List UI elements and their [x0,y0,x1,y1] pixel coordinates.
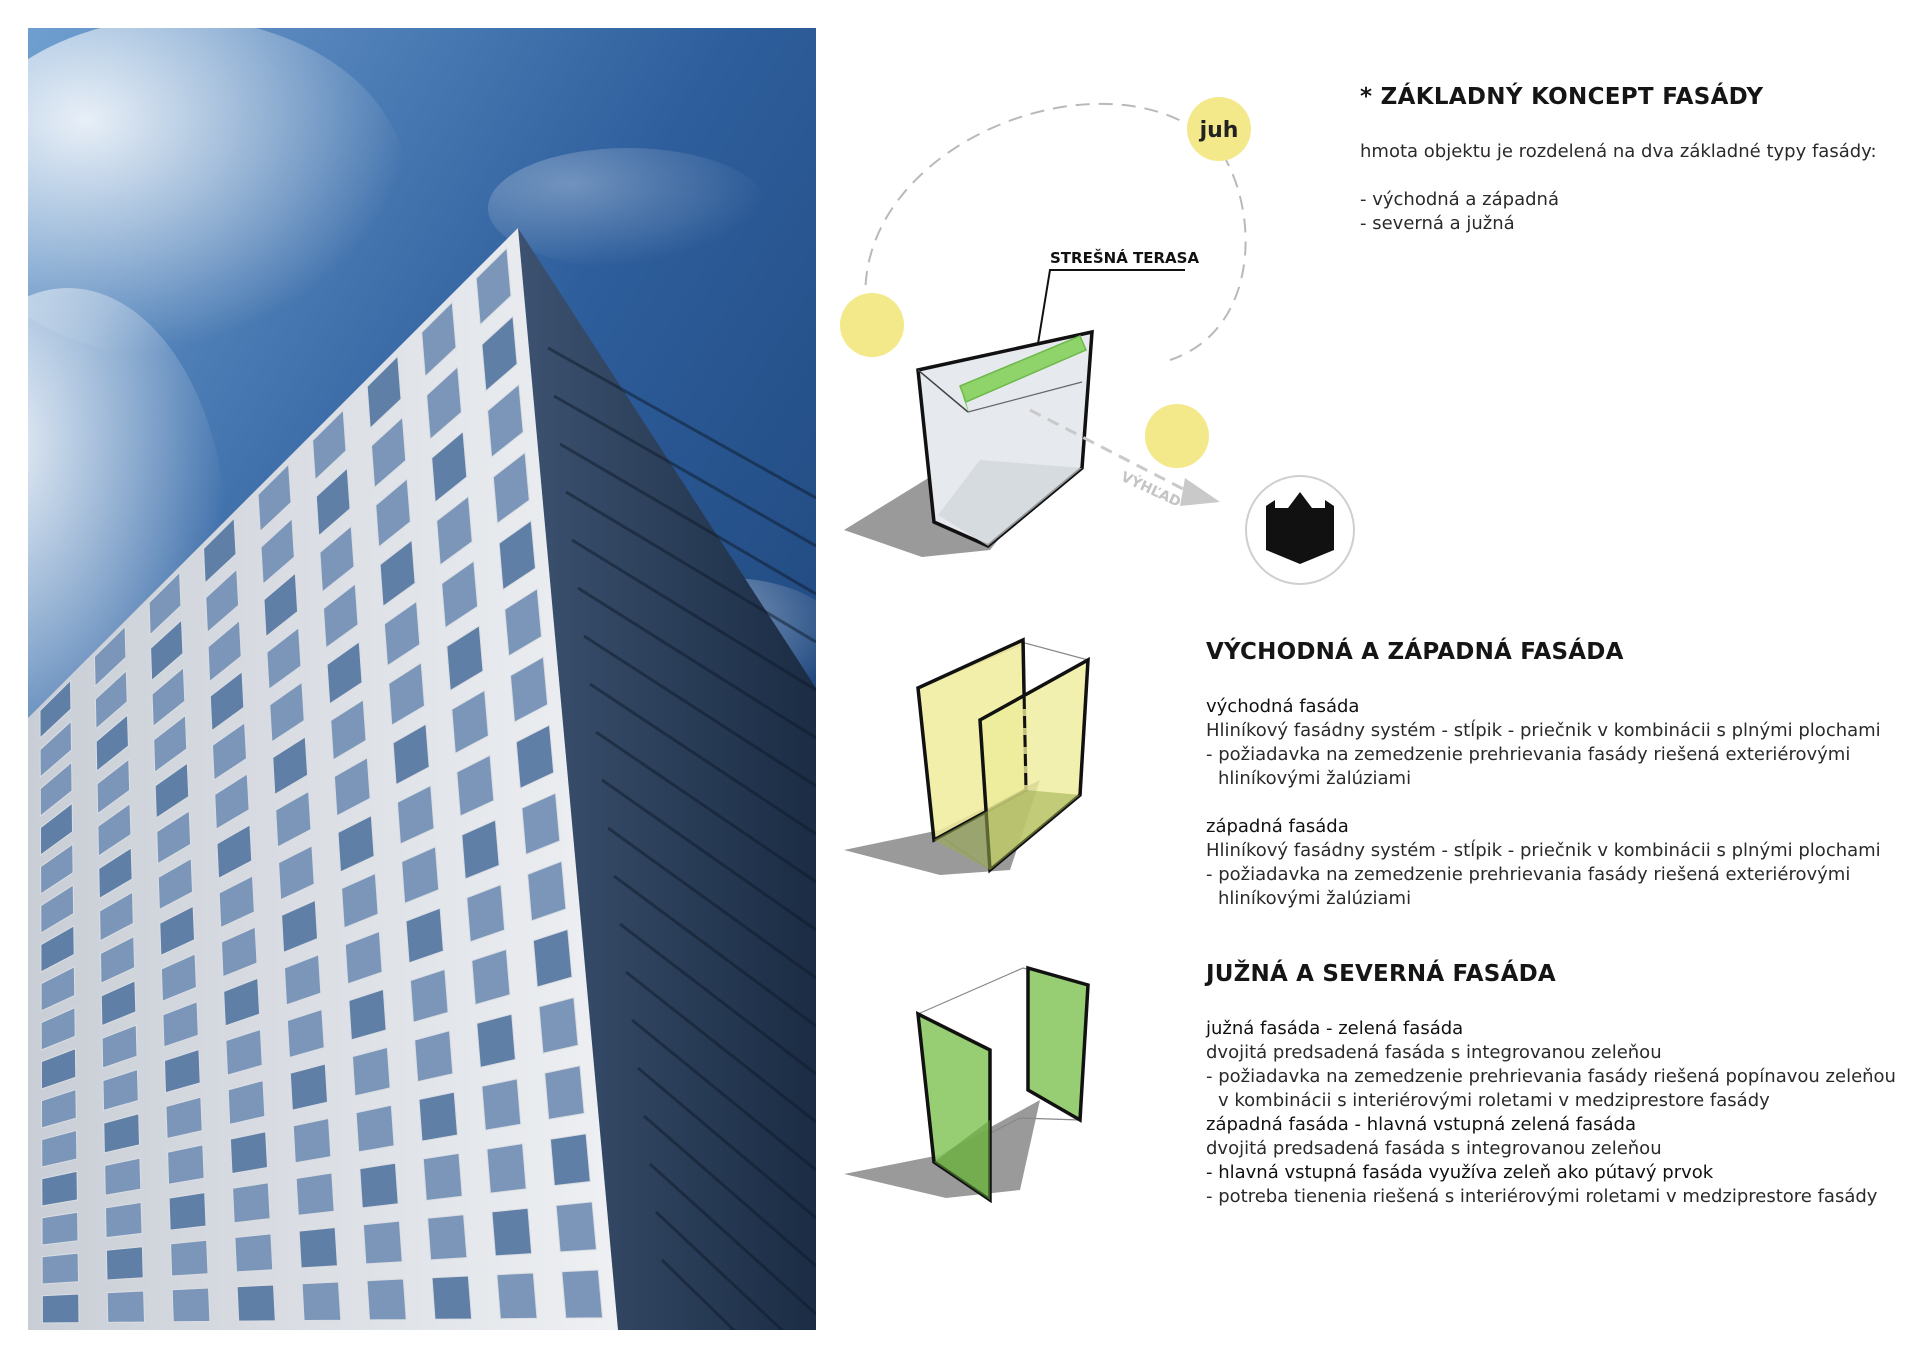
tower-window [550,1134,590,1186]
east-west-body [1206,695,1881,911]
north-facade-green-panel [1028,968,1088,1120]
tower-window [545,1066,585,1120]
tower-window [106,1202,143,1237]
tower-window [235,1234,273,1272]
south-north-line: dvojitá predsadená fasáda s integrovanou zeleňou [1206,1138,1662,1159]
tower-window [356,1105,394,1152]
tower-window [415,1031,453,1082]
east-facade-line: - požiadavka na zemedzenie prehrievania fasády riešená exteriérovými [1206,744,1851,765]
tower-window [487,1144,526,1194]
south-north-line: - hlavná vstupná fasáda využíva zeleň ako pútavý prvok [1206,1162,1714,1183]
south-north-line: južná fasáda - zelená fasáda [1206,1018,1464,1039]
roof-terrace-label: STREŠNÁ TERASA [1050,249,1200,267]
concept-item: - východná a západná [1360,189,1559,210]
tower-window [171,1240,208,1276]
tower-window [428,1215,467,1260]
tower-window [497,1273,537,1319]
tower-window [477,1014,516,1067]
sun-label: juh [1199,118,1239,143]
east-facade-heading: východná fasáda [1206,696,1360,717]
tower-window [42,1212,78,1245]
tower-window [168,1145,205,1184]
tower-window [539,998,578,1054]
tower-window [556,1202,596,1252]
tower-window [432,1276,472,1319]
east-facade-line: Hliníkový fasádny systém - stĺpik - priečnik v kombinácii s plnými plochami [1206,720,1881,741]
view-arrow-head [1180,478,1220,506]
tower-window [419,1092,458,1141]
south-north-line: - požiadavka na zemedzenie prehrievania fasády riešená popínavou zeleňou [1206,1066,1896,1087]
tower-window [360,1163,398,1208]
tower-window [302,1282,341,1321]
east-west-title: VÝCHODNÁ A ZÁPADNÁ FASÁDA [1206,639,1624,665]
concept-intro: hmota objektu je rozdelená na dva základné typy fasády: [1360,141,1877,162]
tower-window [237,1285,275,1321]
sun-west-icon [1145,404,1209,468]
south-north-line: - potreba tienenia riešená s interiérovými roletami v medziprestore fasády [1206,1186,1878,1207]
west-facade-line: - požiadavka na zemedzenie prehrievania fasády riešená exteriérovými [1206,864,1851,885]
south-north-body [1206,1017,1896,1209]
tower-window [367,1279,406,1320]
tower-window [230,1132,267,1174]
concept-list [1360,188,1559,236]
sun-path-arc [865,104,1245,360]
tower-window [107,1291,144,1322]
west-facade-heading: západná fasáda [1206,816,1349,837]
tower-render-photo [28,28,816,1330]
concept-item: - severná a južná [1360,213,1515,234]
tower-window [492,1208,532,1256]
tower-window [299,1228,337,1268]
sun-east-icon [840,293,904,357]
tower-window [233,1183,271,1223]
view-label: VÝHĽAD [1118,469,1184,511]
concept-title: * ZÁKLADNÝ KONCEPT FASÁDY [1360,84,1764,110]
tower-window [169,1193,206,1231]
west-facade-line: hliníkovými žalúziami [1218,888,1412,909]
south-north-line: západná fasáda - hlavná vstupná zelená fasáda [1206,1114,1637,1135]
tower-window [363,1221,402,1264]
south-north-line: dvojitá predsadená fasáda s integrovanou zeleňou [1206,1042,1662,1063]
tower-window [296,1173,334,1215]
tower-window [106,1247,143,1280]
south-north-title: JUŽNÁ A SEVERNÁ FASÁDA [1206,961,1556,987]
east-facade-line: hliníkovými žalúziami [1218,768,1412,789]
south-north-line: v kombinácii s interiérovými roletami v medziprestore fasády [1218,1090,1770,1111]
tower-window [293,1119,331,1163]
tower-window [172,1288,210,1322]
tower-window [42,1253,78,1284]
tower-window [482,1079,521,1130]
tower-window [423,1153,462,1200]
west-facade-line: Hliníkový fasádny systém - stĺpik - priečnik v kombinácii s plnými plochami [1206,840,1881,861]
tower-window [562,1270,603,1318]
tower-window [42,1294,79,1323]
